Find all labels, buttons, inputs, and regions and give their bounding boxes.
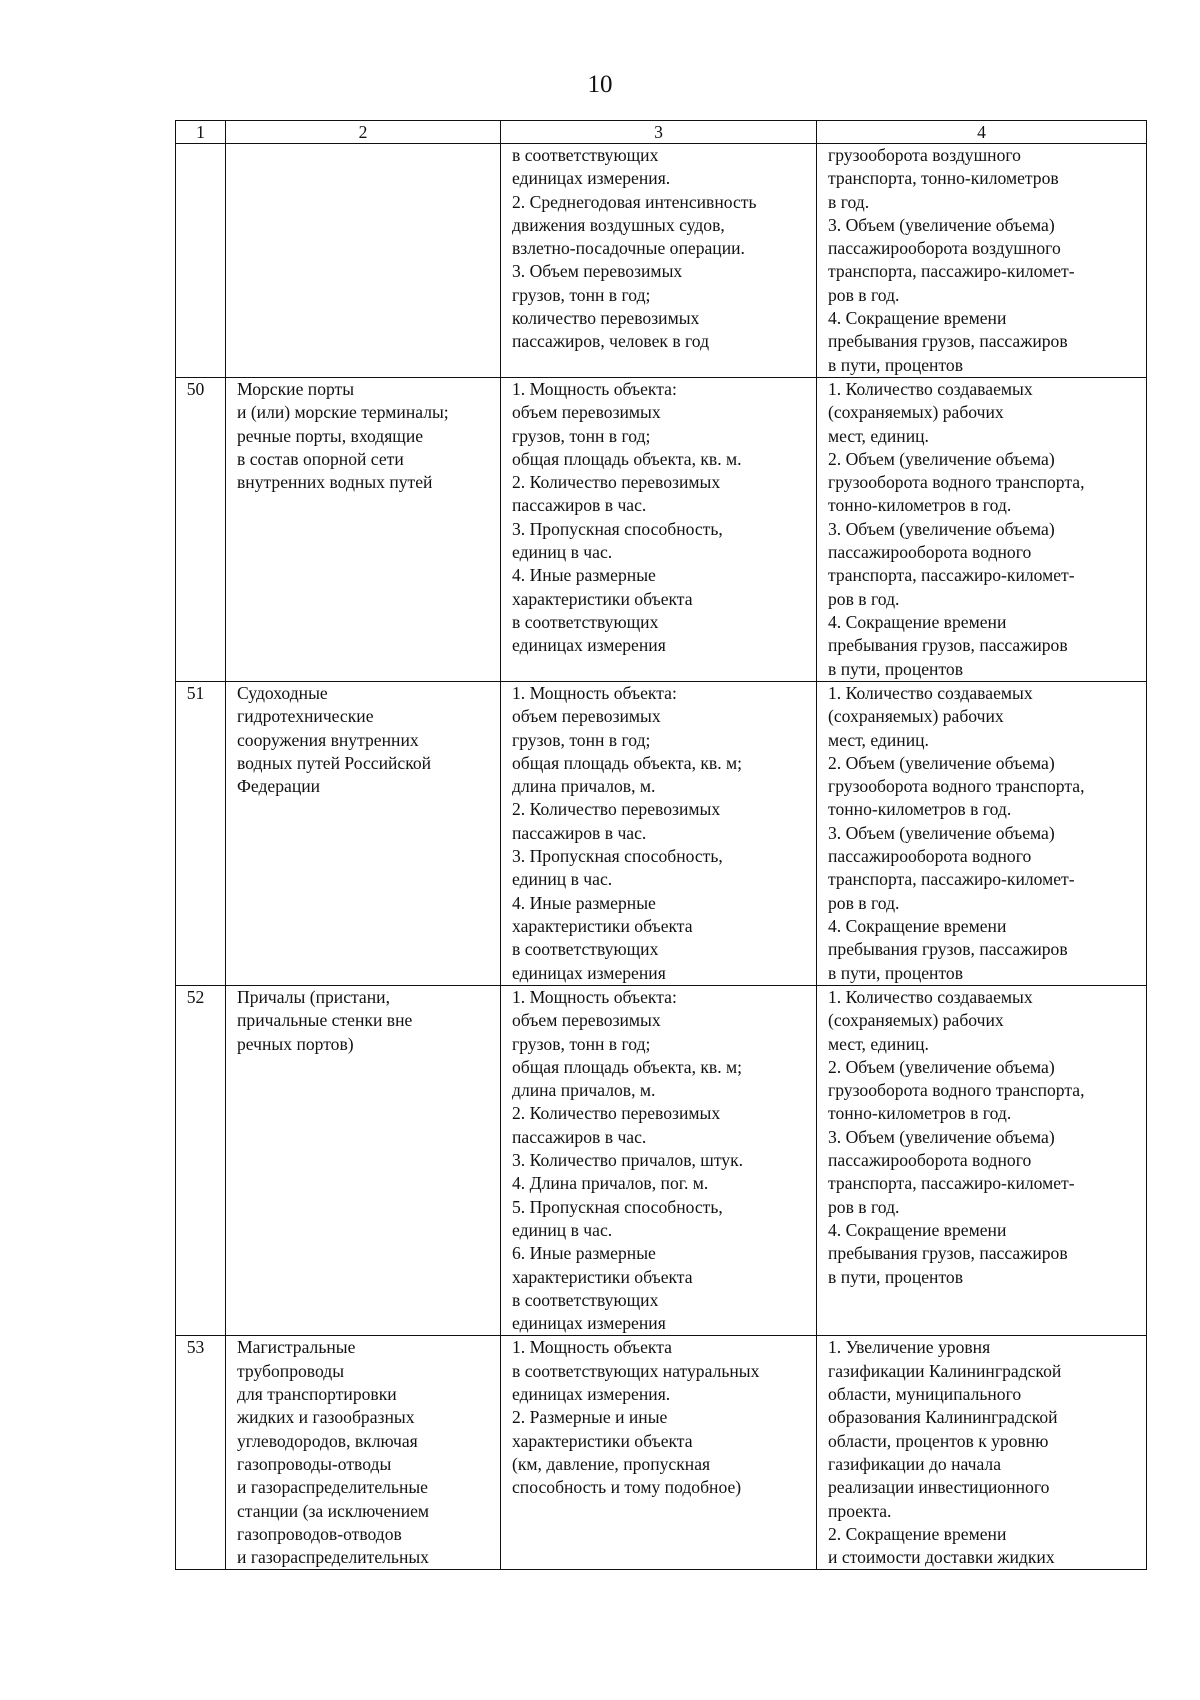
- page-number: 10: [587, 71, 613, 98]
- effects-cell: 1. Увеличение уровня газификации Калининградской области, муниципального образования Калининградской области, процентов к уровню газификации до начала реализации инвестиционного проекта. 2. Сокращение времени и стоимости доставки жидких: [817, 1336, 1147, 1570]
- column-number-row: [176, 121, 1147, 144]
- row-number: 53: [176, 1336, 226, 1570]
- objects-table: [175, 120, 1147, 1570]
- table-row-50: [176, 378, 1147, 682]
- characteristics-cell: 1. Мощность объекта в соответствующих натуральных единицах измерения. 2. Размерные и иные характеристики объекта (км, давление, пропускная способность и тому подобное): [501, 1336, 817, 1570]
- column-number-2: 2: [226, 121, 501, 144]
- effects-cell: 1. Количество создаваемых (сохраняемых) рабочих мест, единиц. 2. Объем (увеличение объема) грузооборота водного транспорта, тонно-километров в год. 3. Объем (увеличение объема) пассажирооборота водного транспорта, пассажиро-километ- ров в год. 4. Сокращение времени пребывания грузов, пассажиров в пути, процентов: [817, 378, 1147, 682]
- column-number-4: 4: [817, 121, 1147, 144]
- row-number: [176, 144, 226, 378]
- characteristics-cell: 1. Мощность объекта: объем перевозимых грузов, тонн в год; общая площадь объекта, кв. м; длина причалов, м. 2. Количество перевозимых пассажиров в час. 3. Количество причалов, штук. 4. Длина причалов, пог. м. 5. Пропускная способность, единиц в час. 6. Иные размерные характеристики объекта в соответствующих единицах измерения: [501, 986, 817, 1336]
- effects-cell: грузооборота воздушного транспорта, тонно-километров в год. 3. Объем (увеличение объема) пассажирооборота воздушного транспорта, пассажиро-километ- ров в год. 4. Сокращение времени пребывания грузов, пассажиров в пути, процентов: [817, 144, 1147, 378]
- row-number: 51: [176, 682, 226, 986]
- table-row-continuation: [176, 144, 1147, 378]
- table-row-52: [176, 986, 1147, 1336]
- object-type-cell: Магистральные трубопроводы для транспортировки жидких и газообразных углеводородов, включая газопроводы-отводы и газораспределительные станции (за исключением газопроводов-отводов и газораспределительных: [226, 1336, 501, 1570]
- object-type-cell: Морские порты и (или) морские терминалы; речные порты, входящие в состав опорной сети внутренних водных путей: [226, 378, 501, 682]
- table-row-51: [176, 682, 1147, 986]
- object-type-cell: Судоходные гидротехнические сооружения внутренних водных путей Российской Федерации: [226, 682, 501, 986]
- characteristics-cell: в соответствующих единицах измерения. 2. Среднегодовая интенсивность движения воздушных судов, взлетно-посадочные операции. 3. Объем перевозимых грузов, тонн в год; количество перевозимых пассажиров, человек в год: [501, 144, 817, 378]
- effects-cell: 1. Количество создаваемых (сохраняемых) рабочих мест, единиц. 2. Объем (увеличение объема) грузооборота водного транспорта, тонно-километров в год. 3. Объем (увеличение объема) пассажирооборота водного транспорта, пассажиро-километ- ров в год. 4. Сокращение времени пребывания грузов, пассажиров в пути, процентов: [817, 682, 1147, 986]
- column-number-1: 1: [176, 121, 226, 144]
- object-type-cell: Причалы (пристани, причальные стенки вне речных портов): [226, 986, 501, 1336]
- row-number: 52: [176, 986, 226, 1336]
- column-number-3: 3: [501, 121, 817, 144]
- object-type-cell: [226, 144, 501, 378]
- characteristics-cell: 1. Мощность объекта: объем перевозимых грузов, тонн в год; общая площадь объекта, кв. м; длина причалов, м. 2. Количество перевозимых пассажиров в час. 3. Пропускная способность, единиц в час. 4. Иные размерные характеристики объекта в соответствующих единицах измерения: [501, 682, 817, 986]
- effects-cell: 1. Количество создаваемых (сохраняемых) рабочих мест, единиц. 2. Объем (увеличение объема) грузооборота водного транспорта, тонно-километров в год. 3. Объем (увеличение объема) пассажирооборота водного транспорта, пассажиро-километ- ров в год. 4. Сокращение времени пребывания грузов, пассажиров в пути, процентов: [817, 986, 1147, 1336]
- row-number: 50: [176, 378, 226, 682]
- characteristics-cell: 1. Мощность объекта: объем перевозимых грузов, тонн в год; общая площадь объекта, кв. м. 2. Количество перевозимых пассажиров в час. 3. Пропускная способность, единиц в час. 4. Иные размерные характеристики объекта в соответствующих единицах измерения: [501, 378, 817, 682]
- table-row-53: [176, 1336, 1147, 1570]
